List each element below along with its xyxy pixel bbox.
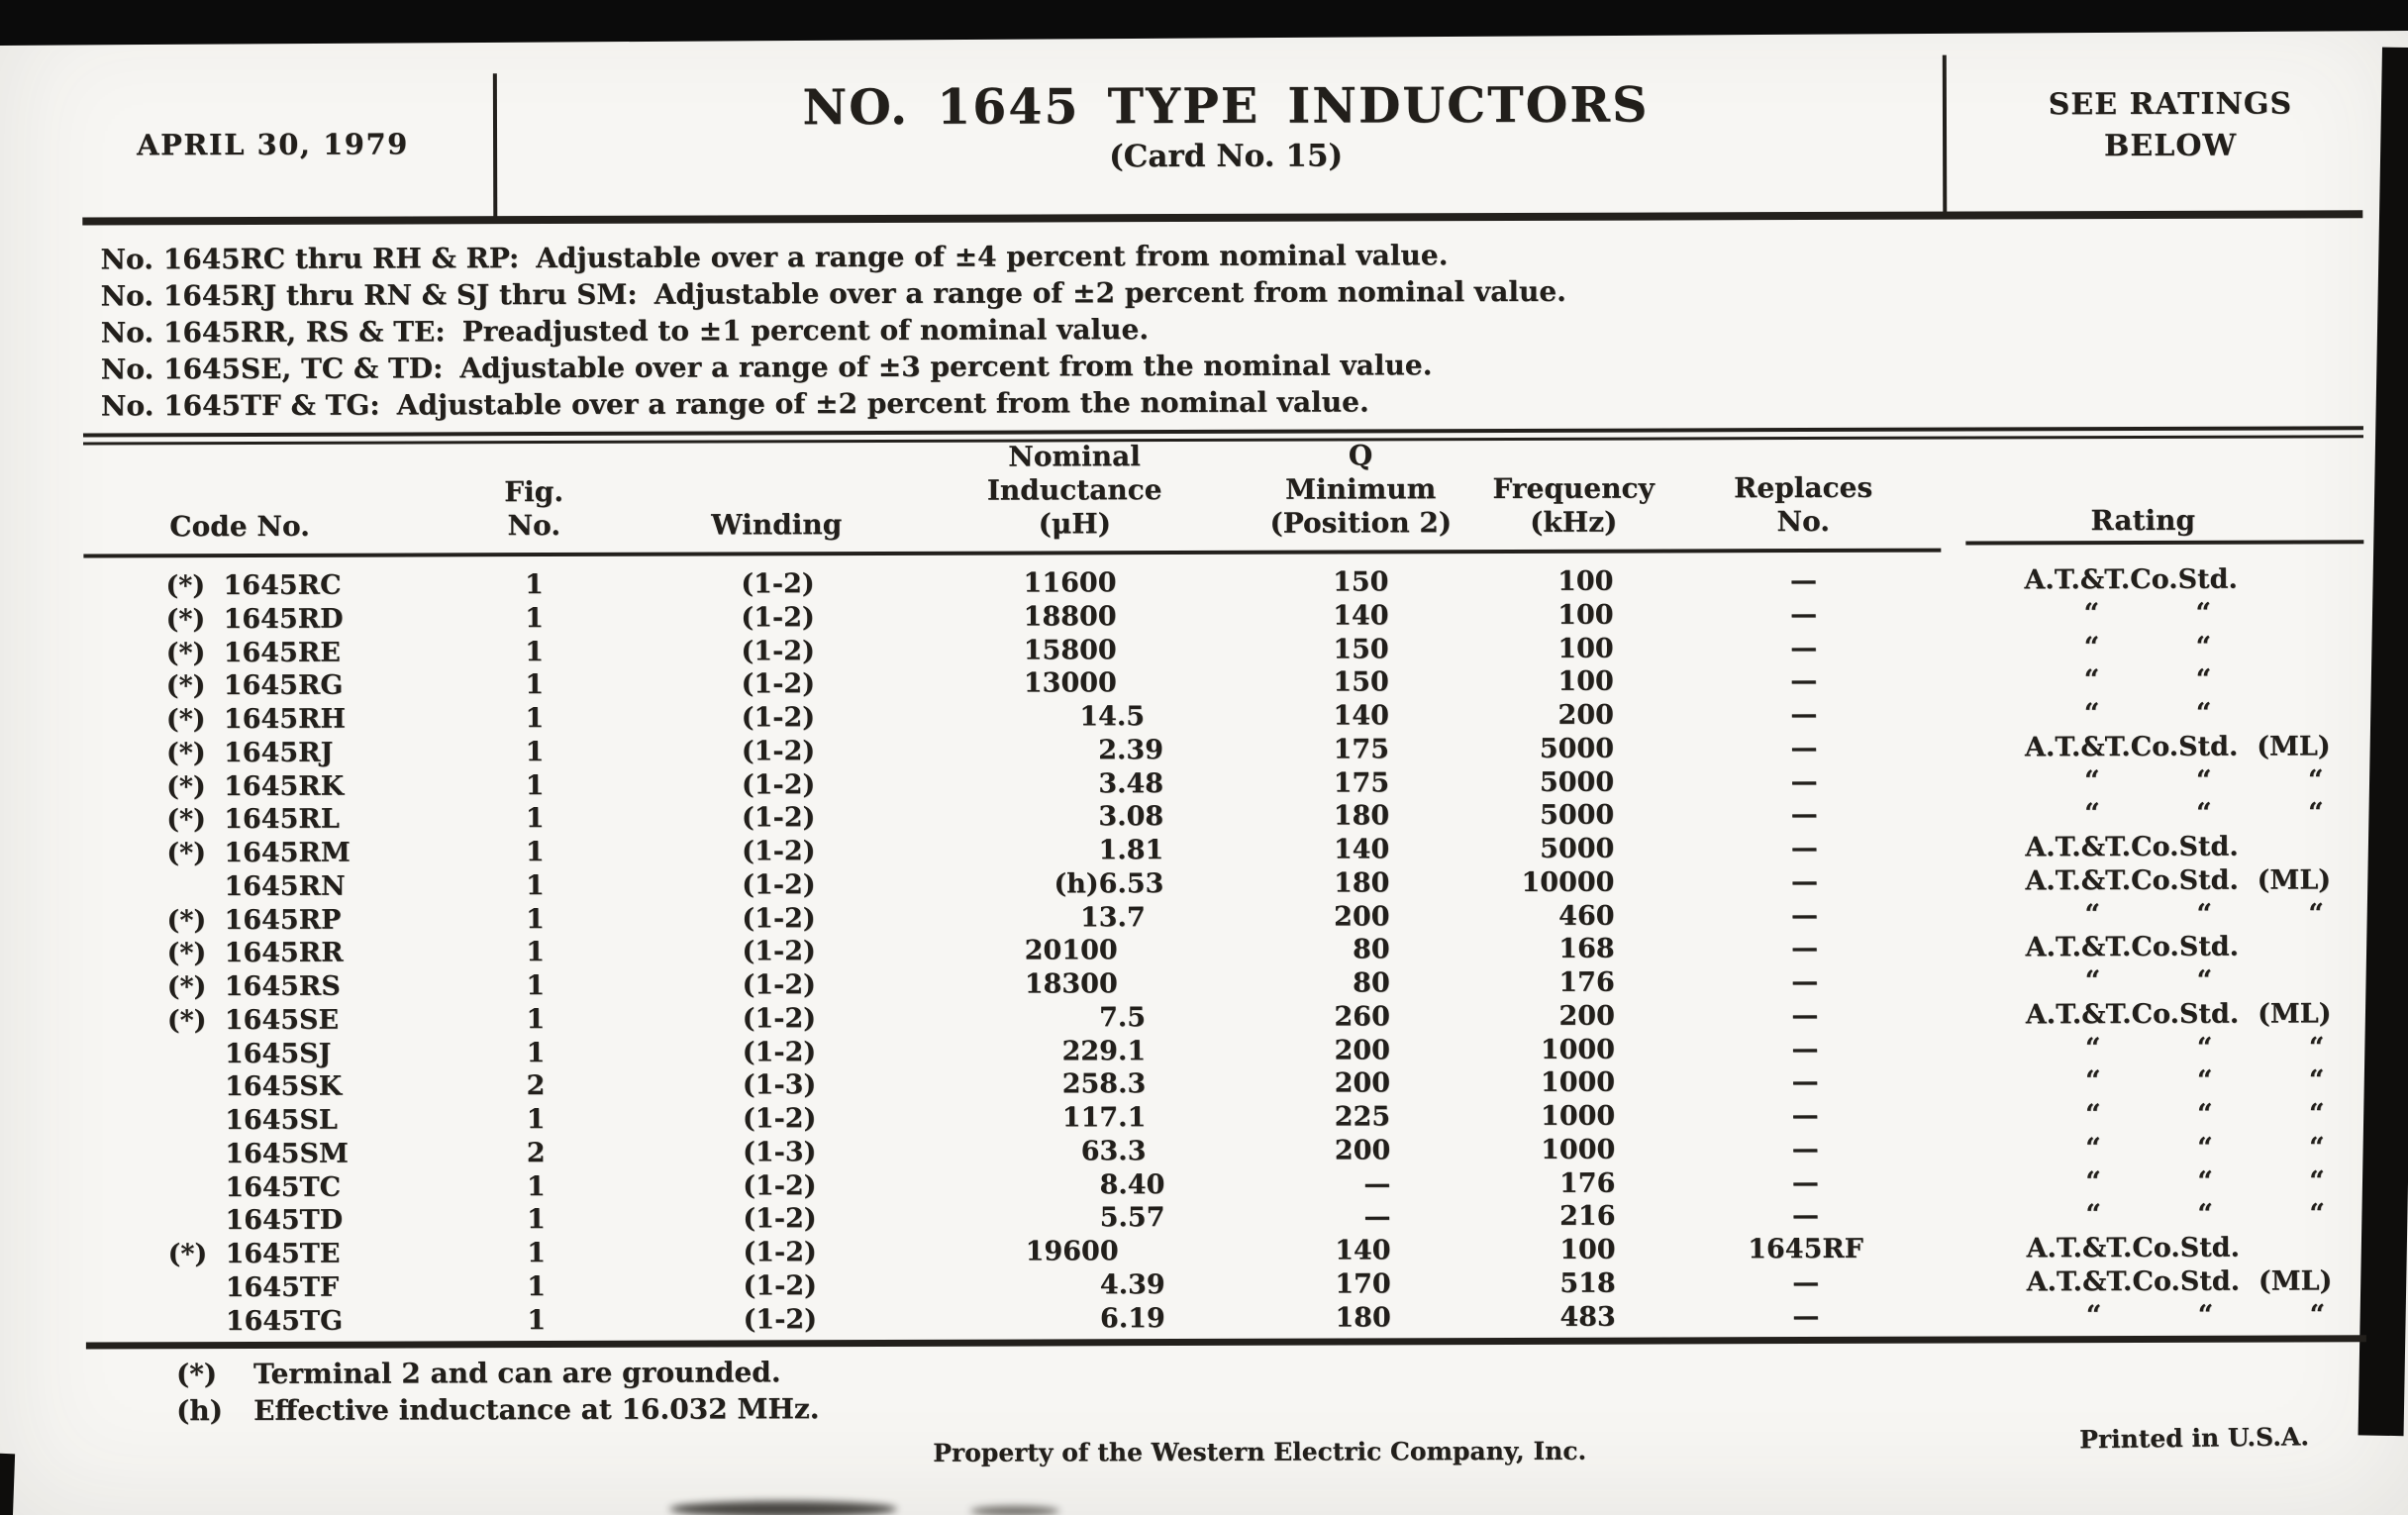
rating-cell: A.T.&T.Co.Std. (ML) [2024, 731, 2331, 763]
rating-cell: “ “ “ [2084, 1064, 2325, 1097]
code-cell: 1645TD [225, 1204, 344, 1237]
frequency-cell: 176 [1558, 966, 1615, 998]
star-cell: (*) [166, 804, 206, 836]
winding-cell: (1-2) [741, 668, 816, 700]
fig-cell: 1 [526, 1104, 546, 1136]
code-cell: 1645RE [223, 637, 341, 668]
inductance-cell: 117 .1 [1061, 1102, 1147, 1134]
inductance-cell: 19600 [1025, 1236, 1119, 1267]
winding-cell: (1-2) [742, 969, 816, 1001]
winding-cell: (1-2) [741, 601, 815, 634]
inductance-cell: 2 .39 [1098, 734, 1164, 766]
rating-cell: A.T.&T.Co.Std. [2025, 831, 2239, 863]
inductance-cell: 13000 [1023, 667, 1117, 699]
note-label: No. 1645SE, TC & TD: [100, 352, 444, 386]
replaces-cell: — [1790, 799, 1818, 831]
col-header-label: No. [1776, 504, 1831, 539]
star-cell: (*) [165, 603, 206, 635]
see-ratings-line2: BELOW [2103, 128, 2238, 164]
code-cell: 1645RC [223, 569, 342, 602]
fig-cell: 1 [525, 569, 544, 601]
q-cell: 260 [1334, 1001, 1390, 1033]
fig-cell: 1 [527, 1304, 547, 1336]
note-label: No. 1645RR, RS & TE: [100, 315, 446, 350]
q-cell: 140 [1333, 834, 1390, 865]
fig-cell: 1 [526, 1003, 546, 1035]
col-header-winding [648, 435, 905, 543]
fig-cell: 2 [526, 1137, 546, 1168]
code-cell: 1645RN [224, 870, 346, 902]
code-cell: 1645SJ [224, 1038, 332, 1069]
replaces-cell: — [1790, 833, 1818, 864]
adjustment-note [100, 273, 1565, 315]
adjustment-note [100, 237, 1565, 278]
inductance-cell: 20100 [1024, 935, 1118, 966]
fig-cell: 1 [526, 937, 546, 968]
frequency-cell: 5000 [1540, 833, 1615, 864]
inductance-cell: (h)6 .53 [1054, 867, 1164, 900]
rating-cell: A.T.&T.Co.Std. [2025, 931, 2240, 963]
q-cell: 180 [1333, 867, 1390, 899]
footnote-label: (*) [175, 1358, 218, 1391]
star-cell: (*) [166, 904, 207, 936]
page-subtitle: (Card No. 15) [1109, 138, 1344, 175]
note-text: Adjustable over a range of ±2 percent from the nominal value. [396, 385, 1369, 422]
q-cell: — [1363, 1167, 1391, 1199]
note-label: No. 1645RC thru RH & RP: [100, 242, 520, 276]
rating-cell: “ “ “ [2085, 1132, 2325, 1163]
frequency-cell: 483 [1559, 1301, 1616, 1333]
adjustment-note [101, 347, 1566, 388]
inductance-cell: 63 .3 [1080, 1135, 1147, 1167]
q-cell: 140 [1335, 1235, 1391, 1266]
replaces-cell: — [1790, 732, 1818, 763]
code-cell: 1645TG [225, 1305, 344, 1337]
rating-cell: A.T.&T.Co.Std. (ML) [2025, 998, 2332, 1031]
replaces-cell: — [1791, 1200, 1820, 1232]
winding-cell: (1-2) [742, 1002, 817, 1035]
winding-cell: (1-2) [742, 836, 816, 867]
note-label: No. 1645RJ thru RN & SJ thru SM: [100, 277, 638, 313]
fig-cell: 1 [525, 769, 545, 801]
rating-cell: “ “ “ [2085, 1298, 2326, 1331]
inductance-cell: 7 .5 [1098, 1001, 1147, 1034]
frequency-cell: 5000 [1539, 766, 1615, 798]
fig-cell: 1 [526, 970, 546, 1002]
replaces-cell: — [1792, 1266, 1820, 1298]
col-header-fig [435, 436, 633, 544]
fig-cell: 1 [525, 736, 545, 767]
code-cell: 1645RD [223, 603, 344, 635]
rating-cell: “ “ “ [2085, 1164, 2325, 1197]
replaces-cell: — [1790, 665, 1818, 697]
replaces-cell: — [1790, 699, 1818, 731]
q-cell: 180 [1335, 1301, 1391, 1334]
winding-cell: (1-2) [741, 702, 816, 734]
fig-cell: 1 [526, 1037, 546, 1068]
replaces-cell: — [1791, 1100, 1819, 1132]
replaces-cell: — [1791, 933, 1819, 964]
frequency-cell: 100 [1557, 665, 1614, 698]
rating-cell: “ “ “ [2085, 1098, 2325, 1131]
col-header-q [1242, 433, 1479, 541]
frequency-cell: 10000 [1521, 866, 1615, 898]
code-cell: 1645SM [225, 1138, 349, 1169]
see-ratings-line1: SEE RATINGS [2048, 86, 2293, 123]
col-header-label: (μH) [1038, 507, 1112, 541]
q-cell: 80 [1352, 934, 1390, 965]
replaces-cell: — [1791, 1133, 1819, 1164]
rating-cell: A.T.&T.Co.Std. (ML) [2025, 864, 2332, 897]
winding-cell: (1-2) [743, 1303, 818, 1335]
q-cell: 150 [1333, 633, 1389, 665]
fig-cell: 1 [526, 1170, 546, 1202]
header-divider-right [1943, 55, 1948, 214]
q-cell: 200 [1334, 1034, 1390, 1066]
rating-cell: A.T.&T.Co.Std. [2026, 1232, 2241, 1264]
fig-cell: 1 [526, 903, 545, 935]
q-cell: 140 [1333, 600, 1389, 632]
col-header-label: Minimum [1284, 472, 1437, 506]
header-rule [82, 210, 2362, 225]
replaces-cell: — [1790, 765, 1818, 797]
col-header-replaces [1684, 432, 1922, 540]
frequency-cell: 100 [1557, 565, 1614, 597]
rating-cell: “ “ [2083, 697, 2212, 730]
winding-cell: (1-2) [743, 1269, 817, 1302]
code-cell: 1645RP [224, 904, 342, 936]
rating-cell: “ “ [2083, 597, 2212, 629]
replaces-cell: — [1790, 899, 1819, 931]
rating-cell: “ “ “ [2084, 897, 2324, 930]
q-cell: 175 [1333, 734, 1390, 765]
replaces-cell: 1645RF [1748, 1233, 1864, 1265]
code-cell: 1645RK [224, 770, 345, 802]
rating-cell: “ “ “ [2084, 1031, 2325, 1063]
rating-cell: “ “ “ [2085, 1198, 2325, 1231]
adjustment-note [101, 383, 1566, 425]
inductance-cell: 8 .40 [1099, 1168, 1165, 1200]
col-header-label: (kHz) [1530, 505, 1618, 539]
table-body [0, 562, 2408, 1343]
star-cell: (*) [166, 838, 207, 869]
note-label: No. 1645TF & TG: [100, 388, 380, 423]
q-cell: 225 [1334, 1101, 1391, 1133]
replaces-cell: — [1792, 1300, 1820, 1332]
fig-cell: 1 [527, 1270, 547, 1302]
frequency-cell: 5000 [1539, 799, 1615, 832]
inductance-cell: 3 .08 [1098, 801, 1164, 833]
replaces-cell: — [1790, 865, 1818, 897]
inductance-cell: 258 .3 [1061, 1068, 1147, 1100]
q-cell: 150 [1333, 566, 1389, 598]
rating-cell: “ “ [2083, 664, 2212, 696]
fig-cell: 1 [525, 602, 545, 634]
code-cell: 1645TE [225, 1238, 341, 1270]
q-cell: 180 [1333, 800, 1390, 832]
replaces-cell: — [1790, 632, 1818, 663]
winding-cell: (1-2) [741, 568, 815, 600]
frequency-cell: 200 [1558, 1000, 1615, 1032]
frequency-cell: 100 [1557, 633, 1614, 664]
star-cell: (*) [165, 570, 206, 602]
rating-cell: “ “ “ [2084, 797, 2324, 830]
code-cell: 1645RH [223, 703, 347, 736]
code-cell: 1645RS [224, 970, 341, 1003]
table-header-rule [83, 549, 1941, 558]
inductance-cell: 13 .7 [1079, 901, 1146, 933]
fig-cell: 1 [527, 1238, 547, 1269]
fig-cell: 1 [525, 837, 545, 868]
winding-cell: (1-2) [742, 1036, 817, 1067]
winding-cell: (1-2) [743, 1237, 817, 1268]
frequency-cell: 5000 [1539, 733, 1615, 764]
inductance-cell: 11600 [1023, 567, 1117, 599]
frequency-cell: 100 [1559, 1234, 1616, 1265]
frequency-cell: 176 [1558, 1167, 1616, 1199]
code-cell: 1645TC [225, 1171, 342, 1203]
star-cell: (*) [165, 737, 206, 768]
star-cell: (*) [167, 1239, 208, 1270]
col-header-label: Replaces [1734, 470, 1873, 505]
inductance-cell: 6 .19 [1099, 1302, 1165, 1334]
winding-cell: (1-3) [742, 1069, 817, 1101]
q-cell: 80 [1353, 967, 1390, 999]
col-header-inductance [955, 434, 1193, 542]
col-header-label: Winding [711, 508, 843, 542]
footer-printed-notice: Printed in U.S.A. [2078, 1422, 2310, 1455]
inductance-cell: 3 .48 [1098, 767, 1164, 799]
star-cell: (*) [165, 670, 206, 702]
replaces-cell: — [1791, 999, 1819, 1031]
q-cell: 200 [1334, 1135, 1391, 1166]
replaces-cell: — [1791, 966, 1819, 998]
frequency-cell: 518 [1559, 1267, 1616, 1299]
rating-cell: “ “ [2084, 964, 2213, 997]
footnote-text: Terminal 2 and can are grounded. [252, 1356, 781, 1390]
star-cell: (*) [166, 938, 207, 969]
rating-cell: A.T.&T.Co.Std. (ML) [2026, 1265, 2333, 1298]
footnote-label: (h) [176, 1394, 223, 1428]
star-cell: (*) [166, 971, 207, 1003]
footnote-grounded [2, 1354, 1388, 1391]
code-cell: 1645SK [225, 1070, 343, 1103]
inductance-cell: 18800 [1023, 600, 1117, 633]
col-header-label: Frequency [1492, 471, 1655, 506]
winding-cell: (1-2) [742, 936, 816, 967]
winding-cell: (1-2) [741, 735, 816, 767]
inductance-cell: 15800 [1023, 634, 1117, 666]
star-cell: (*) [165, 637, 206, 668]
col-header-label: Code No. [169, 509, 310, 544]
fig-cell: 1 [525, 869, 545, 901]
code-cell: 1645RR [224, 937, 344, 969]
code-cell: 1645SL [225, 1104, 338, 1137]
fig-cell: 2 [526, 1070, 546, 1102]
code-cell: 1645RL [224, 803, 340, 836]
replaces-cell: — [1791, 1066, 1819, 1098]
q-cell: 200 [1334, 1067, 1391, 1099]
winding-cell: (1-2) [743, 1169, 817, 1201]
table-header-rule [1965, 540, 2363, 545]
fig-cell: 1 [527, 1204, 546, 1236]
code-cell: 1645RM [224, 837, 351, 869]
adjustment-notes [100, 237, 1566, 425]
col-header-label: Nominal [1008, 440, 1141, 473]
code-cell: 1645RG [223, 669, 344, 702]
col-header-label: (Position 2) [1269, 506, 1453, 540]
inductance-cell: 229 .1 [1061, 1035, 1147, 1066]
fig-cell: 1 [525, 669, 545, 701]
inductance-cell: 14 .5 [1079, 701, 1146, 733]
frequency-cell: 100 [1557, 599, 1614, 631]
frequency-cell: 460 [1558, 900, 1615, 932]
adjustment-note [101, 310, 1566, 352]
col-header-code [169, 436, 417, 544]
rating-cell: “ “ [2083, 631, 2212, 662]
fig-cell: 1 [525, 703, 545, 735]
q-cell: — [1363, 1201, 1391, 1233]
q-cell: 150 [1333, 666, 1389, 698]
col-header-rating [2024, 431, 2261, 539]
winding-cell: (1-2) [741, 802, 816, 834]
rating-cell: A.T.&T.Co.Std. [2024, 563, 2238, 596]
note-text: Preadjusted to ±1 percent of nominal value. [461, 313, 1150, 349]
winding-cell: (1-2) [741, 635, 815, 666]
frequency-cell: 1000 [1540, 1034, 1615, 1065]
q-cell: 140 [1333, 700, 1389, 732]
code-cell: 1645RJ [223, 737, 334, 768]
note-text: Adjustable over a range of ±2 percent from nominal value. [653, 274, 1566, 311]
fig-cell: 1 [525, 636, 545, 667]
winding-cell: (1-2) [742, 868, 816, 901]
col-header-label: No. [507, 508, 561, 543]
winding-cell: (1-2) [743, 1203, 817, 1235]
footnote-text: Effective inductance at 16.032 MHz. [253, 1392, 820, 1427]
replaces-cell: — [1791, 1166, 1819, 1198]
q-cell: 175 [1333, 766, 1390, 799]
code-cell: 1645SE [224, 1004, 340, 1036]
col-header-frequency [1455, 432, 1692, 540]
winding-cell: (1-2) [742, 1103, 817, 1135]
frequency-cell: 1000 [1540, 1100, 1616, 1132]
col-header-label: Inductance [986, 473, 1162, 507]
inductance-cell: 5 .57 [1099, 1202, 1165, 1234]
col-header-label: Fig. [504, 474, 564, 509]
col-header-label: Rating [2090, 503, 2196, 538]
winding-cell: (1-2) [741, 768, 816, 800]
star-cell: (*) [165, 704, 206, 736]
replaces-cell: — [1790, 598, 1818, 630]
frequency-cell: 216 [1559, 1200, 1616, 1233]
note-text: Adjustable over a range of ±3 percent from the nominal value. [459, 349, 1433, 385]
rating-cell: “ “ “ [2084, 763, 2324, 796]
frequency-cell: 200 [1557, 699, 1614, 731]
table-row [2, 1298, 2408, 1340]
q-cell: 200 [1334, 900, 1390, 933]
footer-property-notice: Property of the Western Electric Company, Inc. [933, 1436, 1587, 1467]
winding-cell: (1-2) [742, 902, 816, 934]
frequency-cell: 168 [1558, 933, 1615, 965]
star-cell: (*) [166, 1004, 207, 1036]
frequency-cell: 1000 [1540, 1066, 1616, 1099]
footnote-effective-inductance [2, 1390, 1388, 1428]
frequency-cell: 1000 [1541, 1134, 1616, 1165]
inductance-cell: 18300 [1024, 968, 1118, 1000]
header-divider-left [493, 73, 497, 222]
replaces-cell: — [1789, 565, 1818, 597]
note-text: Adjustable over a range of ±4 percent from nominal value. [536, 239, 1449, 275]
page-title: NO. 1645 TYPE INDUCTORS [802, 75, 1650, 137]
inductance-cell: 1 .81 [1098, 835, 1164, 866]
code-cell: 1645TF [225, 1271, 340, 1303]
date-label: APRIL 30, 1979 [137, 127, 409, 162]
star-cell: (*) [166, 770, 206, 802]
q-cell: 170 [1335, 1268, 1391, 1300]
winding-cell: (1-3) [743, 1136, 817, 1168]
col-header-label: Q [1348, 439, 1373, 472]
table-top-rule [83, 435, 2363, 445]
replaces-cell: — [1791, 1033, 1819, 1064]
fig-cell: 1 [525, 803, 545, 835]
inductance-cell: 4 .39 [1099, 1268, 1165, 1301]
see-ratings-note [1966, 83, 2374, 167]
